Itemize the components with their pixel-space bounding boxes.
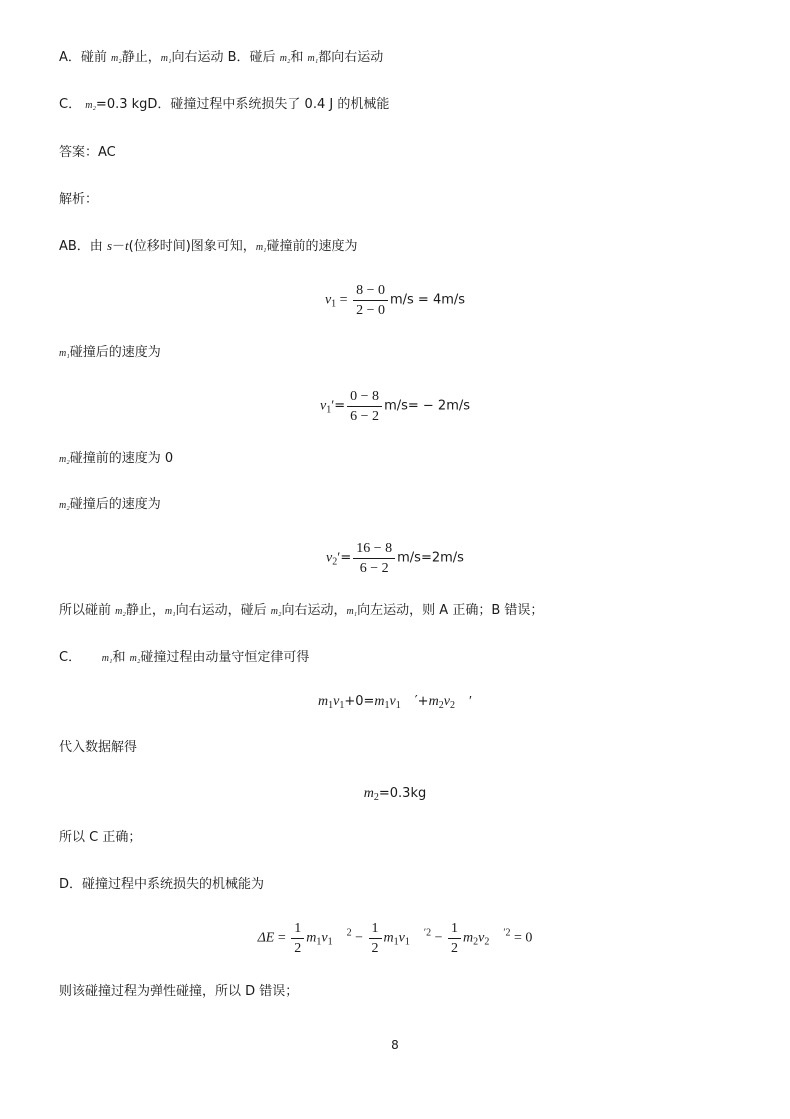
subscript: 1 [327, 936, 333, 948]
fraction-half [369, 920, 382, 957]
m2-after-line [59, 496, 161, 515]
subscript: 2 [438, 700, 444, 711]
fraction [353, 540, 395, 577]
option-b-label: B．碰后 [227, 50, 276, 65]
symbol-v: v [398, 930, 405, 946]
equation-energy-loss [0, 920, 790, 957]
c-prefix: C． [59, 650, 82, 665]
numerator: 8 − 0 [353, 282, 388, 301]
symbol-v: v [333, 694, 340, 709]
symbol-m: m [363, 786, 374, 801]
numerator: 16 − 8 [353, 540, 395, 559]
d-conclusion-line: 则该碰撞过程为弹性碰撞，所以 D 错误； [59, 984, 299, 999]
symbol-delta-e: ΔE [257, 930, 275, 946]
option-a-b-line [59, 49, 383, 68]
fraction [347, 388, 382, 425]
d-intro-line: D．碰撞过程中系统损失的机械能为 [59, 877, 265, 892]
equals-sign: = [340, 550, 352, 566]
subscript: 2 [473, 936, 479, 948]
m2-after-text: 碰撞后的速度为 [69, 497, 161, 512]
text-segment: ′+ [414, 694, 429, 709]
minus-sign: − [434, 930, 443, 946]
subscript: 1 [326, 404, 332, 416]
denominator: 2 − 0 [356, 303, 385, 318]
equation-result: = 0 [514, 930, 533, 946]
symbol-v: v [324, 292, 332, 308]
ab-prefix: AB．由 [59, 239, 103, 254]
text-and: 和 [112, 650, 126, 665]
superscript: ′2 [423, 927, 432, 939]
equation-v2-prime [0, 540, 790, 577]
ab-mid-text: (位移时间)图象可知， [128, 239, 256, 254]
symbol-m1: m₁ [164, 606, 176, 617]
c-correct-line: 所以 C 正确； [59, 830, 142, 845]
symbol-m1: m₁ [255, 242, 267, 253]
equation-result: =0.3kg [378, 786, 427, 801]
denominator: 2 [450, 941, 458, 956]
text-segment: 静止， [125, 603, 165, 618]
m2-before-text: 碰撞前的速度为 0 [69, 451, 174, 466]
symbol-m2: m₂ [111, 53, 122, 64]
equation-m2 [0, 786, 790, 803]
denominator: 2 [371, 941, 379, 956]
subscript: 1 [393, 936, 399, 948]
symbol-m2: m₂ [59, 500, 70, 511]
subscript: 2 [332, 556, 338, 568]
symbol-t: t [125, 238, 129, 253]
conclusion-ab-line [59, 602, 543, 621]
subscript: 2 [449, 700, 455, 711]
dash: － [112, 239, 126, 254]
numerator: 1 [448, 920, 461, 939]
fraction-half [291, 920, 304, 957]
symbol-v: v [326, 550, 333, 566]
symbol-m1: m₁ [346, 606, 358, 617]
answer-line: 答案：AC [59, 145, 116, 160]
prime: ′ [331, 398, 335, 414]
text-segment: 向左运动，则 A 正确；B 错误； [357, 603, 544, 618]
symbol-v: v [389, 694, 396, 709]
option-c-value: =0.3 kg [95, 97, 148, 112]
equation-result: m/s=2m/s [397, 550, 464, 566]
option-d-text: D．碰撞过程中系统损失了 0.4 J 的机械能 [147, 97, 390, 112]
option-b-and: 和 [290, 50, 304, 65]
equation-result: m/s = 4m/s [389, 292, 466, 308]
option-a-label: A．碰前 [59, 50, 107, 65]
superscript: 2 [346, 927, 352, 939]
subscript: 1 [395, 700, 401, 711]
superscript: ′2 [503, 927, 511, 939]
subscript: 1 [328, 700, 334, 711]
symbol-m2: m₂ [115, 606, 126, 617]
subscript: 1 [316, 936, 322, 948]
m1-after-text: 碰撞后的速度为 [69, 345, 161, 360]
symbol-v: v [321, 930, 328, 946]
symbol-m: m [428, 694, 439, 709]
symbol-m1: m₁ [160, 53, 172, 64]
substitute-line: 代入数据解得 [59, 740, 138, 755]
symbol-m2: m₂ [129, 653, 141, 664]
symbol-m: m [462, 930, 474, 946]
denominator: 6 − 2 [359, 561, 389, 576]
symbol-m: m [374, 694, 385, 709]
c-intro-text: 碰撞过程由动量守恒定律可得 [140, 650, 310, 665]
option-c-label: C． [59, 97, 82, 112]
option-b-end: 都向右运动 [318, 50, 384, 65]
numerator: 0 − 8 [347, 388, 382, 407]
symbol-v: v [443, 694, 450, 709]
text-segment: 向右运动，碰后 [175, 603, 267, 618]
symbol-m: m [306, 930, 317, 946]
minus-sign: − [355, 930, 364, 946]
symbol-m1: m₁ [101, 653, 113, 664]
ab-intro-line [59, 237, 358, 257]
prime: ′ [337, 550, 341, 566]
text-segment: +0= [344, 694, 375, 709]
numerator: 1 [369, 920, 382, 939]
subscript: 1 [384, 700, 390, 711]
symbol-m2: m₂ [279, 53, 291, 64]
symbol-v: v [319, 398, 327, 414]
text-segment: 所以碰前 [59, 603, 112, 618]
equation-v1-prime [0, 388, 790, 425]
symbol-m1: m₁ [307, 53, 319, 64]
symbol-v: v [478, 930, 485, 946]
ab-end-text: 碰撞前的速度为 [266, 239, 358, 254]
subscript: 1 [331, 298, 337, 310]
symbol-m: m [317, 694, 329, 709]
denominator: 6 − 2 [350, 409, 380, 424]
symbol-m2: m₂ [59, 454, 70, 465]
text-segment: 向右运动， [281, 603, 347, 618]
symbol-m2: m₂ [270, 606, 282, 617]
analysis-heading: 解析： [59, 192, 99, 207]
fraction [353, 282, 388, 319]
symbol-m: m [383, 930, 394, 946]
symbol-m2: m₂ [85, 100, 96, 111]
option-a-end: 向右运动 [171, 50, 224, 65]
c-intro-line [59, 649, 309, 668]
option-c-d-line [59, 96, 389, 115]
fraction-half [448, 920, 461, 957]
subscript: 1 [404, 936, 410, 948]
m2-before-line [59, 450, 173, 469]
option-a-text: 静止， [121, 50, 161, 65]
prime: ′ [468, 694, 472, 709]
subscript: 1 [339, 700, 345, 711]
subscript: 2 [373, 792, 379, 803]
denominator: 2 [294, 941, 302, 956]
equation-momentum [0, 694, 790, 711]
subscript: 2 [484, 936, 490, 948]
symbol-m1: m₁ [59, 348, 70, 359]
numerator: 1 [291, 920, 304, 939]
equals-sign: = [277, 930, 286, 946]
equation-v1 [0, 282, 790, 319]
equation-result: m/s= − 2m/s [384, 398, 471, 414]
m1-after-line [59, 344, 161, 363]
page-number: 8 [391, 1038, 399, 1052]
symbol-s: s [106, 238, 113, 253]
equals-sign: = [334, 398, 346, 414]
equals-sign: = [339, 292, 348, 308]
